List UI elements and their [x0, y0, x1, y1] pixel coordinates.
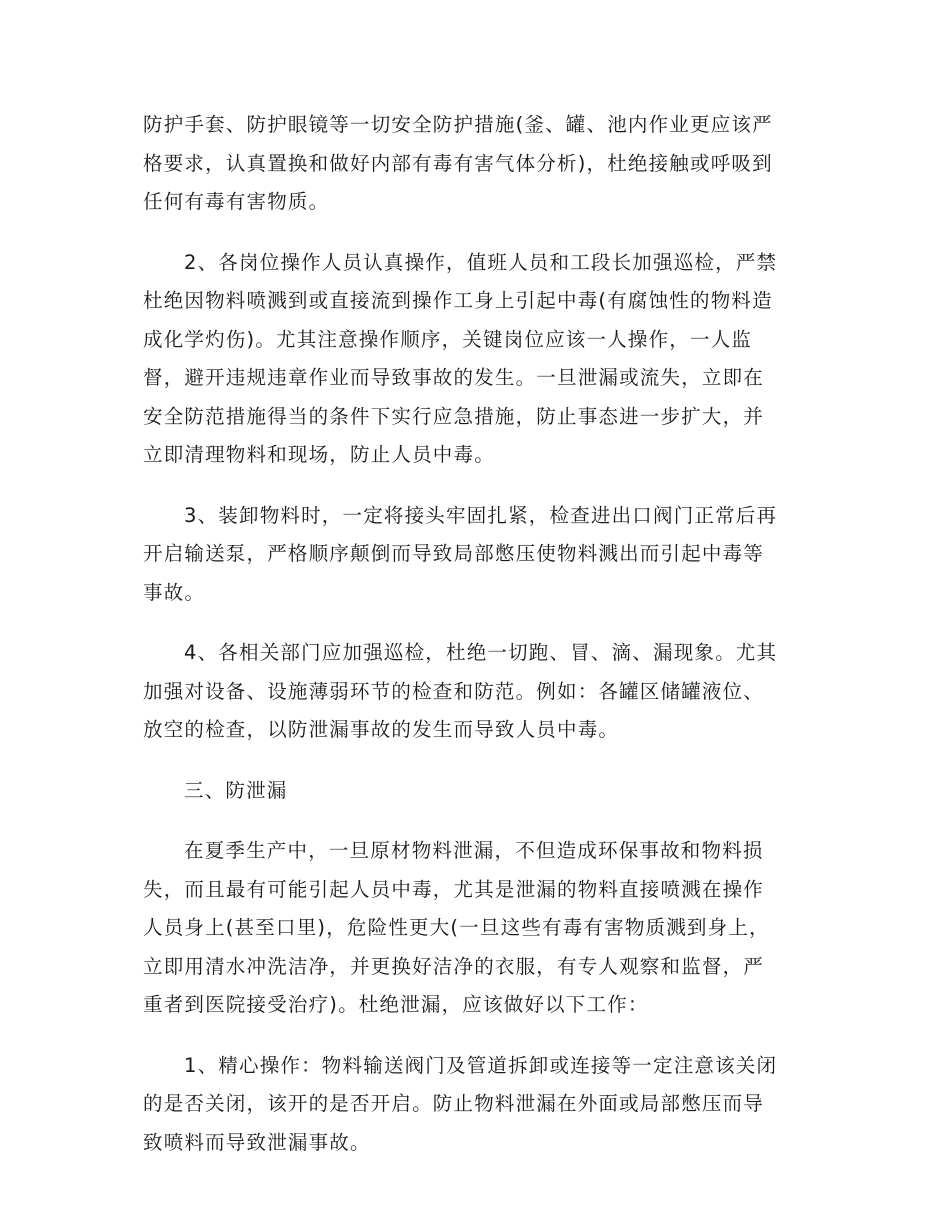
text-line: 放空的检查，以防泄漏事故的发生而导致人员中毒。 — [143, 718, 620, 741]
section-heading-leak-prevention — [143, 772, 809, 811]
document-body — [143, 106, 809, 1184]
text-line: 失，而且最有可能引起人员中毒，尤其是泄漏的物料直接喷溅在操作 — [143, 877, 765, 901]
text-line: 安全防范措施得当的条件下实行应急措施，防止事态进一步扩大，并 — [143, 404, 765, 428]
paragraph-leak-intro — [143, 832, 809, 1025]
text-line: 致喷料而导致泄漏事故。 — [143, 1130, 371, 1154]
text-line: 开启输送泵，严格顺序颠倒而导致局部憋压使物料溅出而引起中毒等 — [143, 542, 765, 565]
text-line: 任何有毒有害物质。 — [143, 190, 330, 213]
text-line: 3、装卸物料时，一定将接头牢固扎紧，检查进出口阀门正常后再 — [184, 503, 778, 527]
text-line: 加强对设备、设施薄弱环节的检查和防范。例如：各罐区储罐液位、 — [143, 679, 765, 703]
text-line: 在夏季生产中，一旦原材物料泄漏，不但造成环保事故和物料损 — [184, 839, 764, 862]
text-line: 人员身上(甚至口里)，危险性更大(一旦这些有毒有害物质溅到身上， — [143, 916, 770, 939]
text-line: 2、各岗位操作人员认真操作，值班人员和工段长加强巡检，严禁 — [184, 250, 778, 274]
text-line: 杜绝因物料喷溅到或直接流到操作工身上引起中毒(有腐蚀性的物料造 — [143, 289, 773, 312]
text-line: 成化学灼伤)。尤其注意操作顺序，关键岗位应该一人操作，一人监 — [143, 327, 753, 351]
paragraph-item-4 — [143, 634, 809, 750]
text-line: 4、各相关部门应加强巡检，杜绝一切跑、冒、滴、漏现象。尤其 — [184, 641, 778, 664]
text-line: 1、精心操作：物料输送阀门及管道拆卸或连接等一定注意该关闭 — [184, 1053, 778, 1077]
paragraph-item-2 — [143, 244, 809, 475]
text-line: 事故。 — [143, 580, 206, 604]
text-line: 督，避开违规违章作业而导致事故的发生。一旦泄漏或流失，立即在 — [143, 366, 765, 389]
paragraph-leak-item-1 — [143, 1047, 809, 1163]
text-line: 格要求，认真置换和做好内部有毒有害气体分析)，杜绝接触或呼吸到 — [143, 151, 773, 175]
paragraph-protective-measures — [143, 106, 809, 222]
paragraph-item-3 — [143, 497, 809, 613]
section-heading: 三、防泄漏 — [184, 778, 288, 802]
text-line: 的是否关闭，该开的是否开启。防止物料泄漏在外面或局部憋压而导 — [143, 1092, 765, 1115]
text-line: 立即用清水冲洗洁净，并更换好洁净的衣服，有专人观察和监督，严 — [143, 954, 765, 978]
text-line: 立即清理物料和现场，防止人员中毒。 — [143, 443, 495, 466]
text-line: 防护手套、防护眼镜等一切安全防护措施(釜、罐、池内作业更应该严 — [143, 113, 773, 136]
text-line: 重者到医院接受治疗)。杜绝泄漏，应该做好以下工作： — [143, 993, 649, 1016]
